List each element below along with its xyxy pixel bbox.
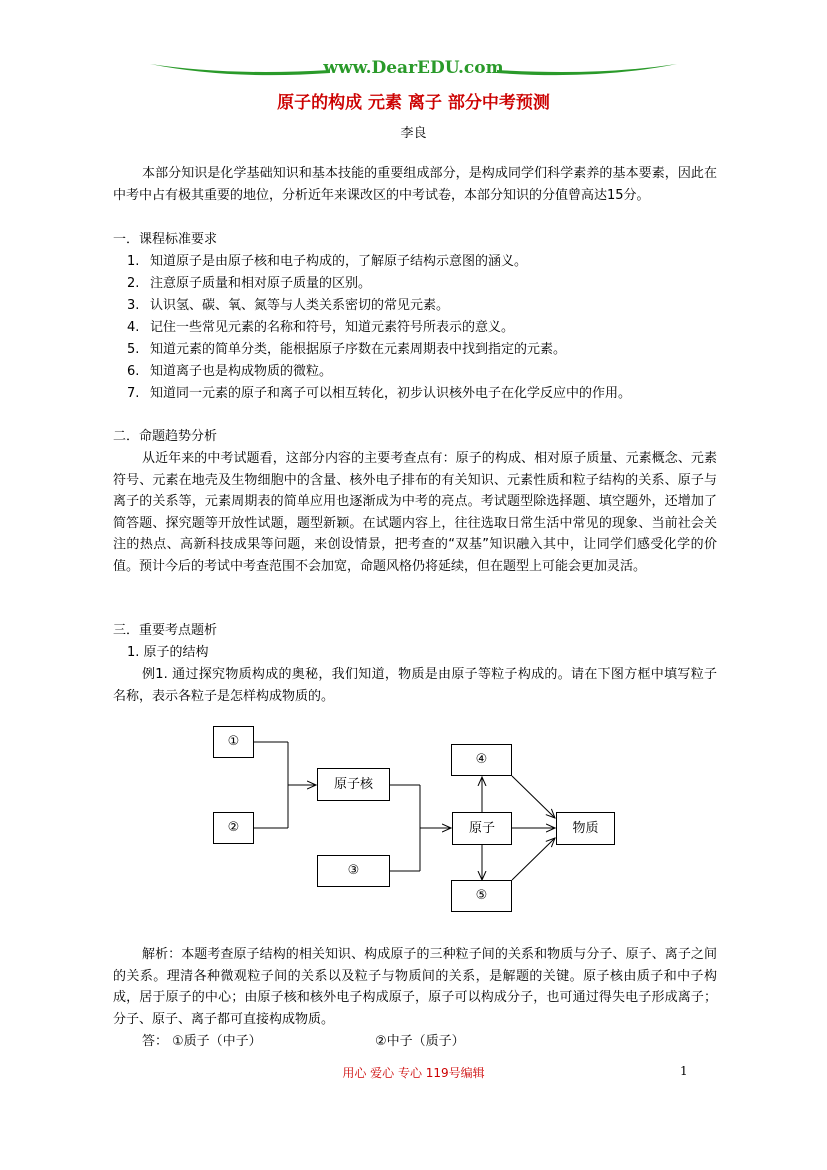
list-item-text: 知道离子也是构成物质的微粒。 [150,364,333,379]
section2-paragraph: 从近年来的中考试题看，这部分内容的主要考查点有：原子的构成、相对原子质量、元素概念、元素符号、元素在地壳及生物细胞中的含量、核外电子排布的有关知识、元素性质和粒子结构的关系、原子与离子的关系等，元素周期表的简单应用也逐渐成为中考的亮点。考试题型除选择题、填空题外，还增加了简答题、探究题等开放性试题，题型新颖。在试题内容上，往往选取日常生活中常见的现象、当前社会关注的热点、高新科技成果等问题，来创设情景，把考查的“双基”知识融入其中，让同学们感受化学的价值。预计今后的考试中考查范围不会加宽，命题风格仍将延续，但在题型上可能会更加灵活。 [113,451,717,574]
diagram-box-nucleus: 原子核 [317,768,390,801]
answer-2: ②中子（质子） [375,1034,465,1049]
section2-heading: 二．命题趋势分析 [113,429,218,444]
section1-heading: 一．课程标准要求 [113,232,218,247]
header-logo: www.DearEDU.com [323,58,504,78]
diagram-box-matter: 物质 [556,812,615,845]
list-item-number: 6. [127,364,140,379]
section3-heading: 三．重要考点题析 [113,623,218,638]
list-item-text: 知道原子是由原子核和电子构成的，了解原子结构示意图的涵义。 [150,254,528,269]
diagram-box-2: ② [213,812,254,844]
page-title: 原子的构成 元素 离子 部分中考预测 [277,93,550,113]
diagram-box-atom: 原子 [452,812,512,845]
diagram-box-5: ⑤ [451,880,512,912]
author: 李良 [400,126,427,141]
subsection-heading: 1. 原子的结构 [127,645,209,660]
list-item-number: 3. [127,298,140,313]
diagram-box-4: ④ [451,744,512,776]
list-item-text: 记住一些常见元素的名称和符号，知道元素符号所表示的意义。 [150,320,515,335]
footer-text: 用心 爱心 专心 119号编辑 [342,1066,485,1080]
intro-paragraph: 本部分知识是化学基础知识和基本技能的重要组成部分，是构成同学们科学素养的基本要素，因此在中考中占有极其重要的地位，分析近年来课改区的中考试卷，本部分知识的分值曾高达15分。 [113,166,717,203]
list-item-number: 2. [127,276,140,291]
diagram-box-3: ③ [317,855,390,887]
list-item-number: 7. [127,386,140,401]
list-item-text: 知道元素的简单分类，能根据原子序数在元素周期表中找到指定的元素。 [150,342,567,357]
example-paragraph: 例1. 通过探究物质构成的奥秘，我们知道，物质是由原子等粒子构成的。请在下图方框中填写粒子名称，表示各粒子是怎样构成物质的。 [113,667,717,704]
page-number: 1 [680,1064,688,1078]
list-item-number: 4. [127,320,140,335]
analysis-paragraph: 解析：本题考查原子结构的相关知识、构成原子的三种粒子间的关系和物质与分子、原子、离子之间的关系。理清各种微观粒子间的关系以及粒子与物质间的关系，是解题的关键。原子核由质子和中子构成，居于原子的中心；由原子核和核外电子构成原子，原子可以构成分子，也可通过得失电子形成离子；分子、原子、离子都可直接构成物质。 [113,947,717,1027]
diagram-box-1: ① [213,726,254,758]
list-item-number: 1. [127,254,140,269]
list-item-number: 5. [127,342,140,357]
answer-1: ①质子（中子） [172,1034,262,1049]
list-item-text: 知道同一元素的原子和离子可以相互转化，初步认识核外电子在化学反应中的作用。 [150,386,632,401]
list-item-text: 认识氢、碳、氧、氮等与人类关系密切的常见元素。 [150,298,450,313]
list-item-text: 注意原子质量和相对原子质量的区别。 [150,276,372,291]
answer-label: 答： [142,1034,169,1049]
